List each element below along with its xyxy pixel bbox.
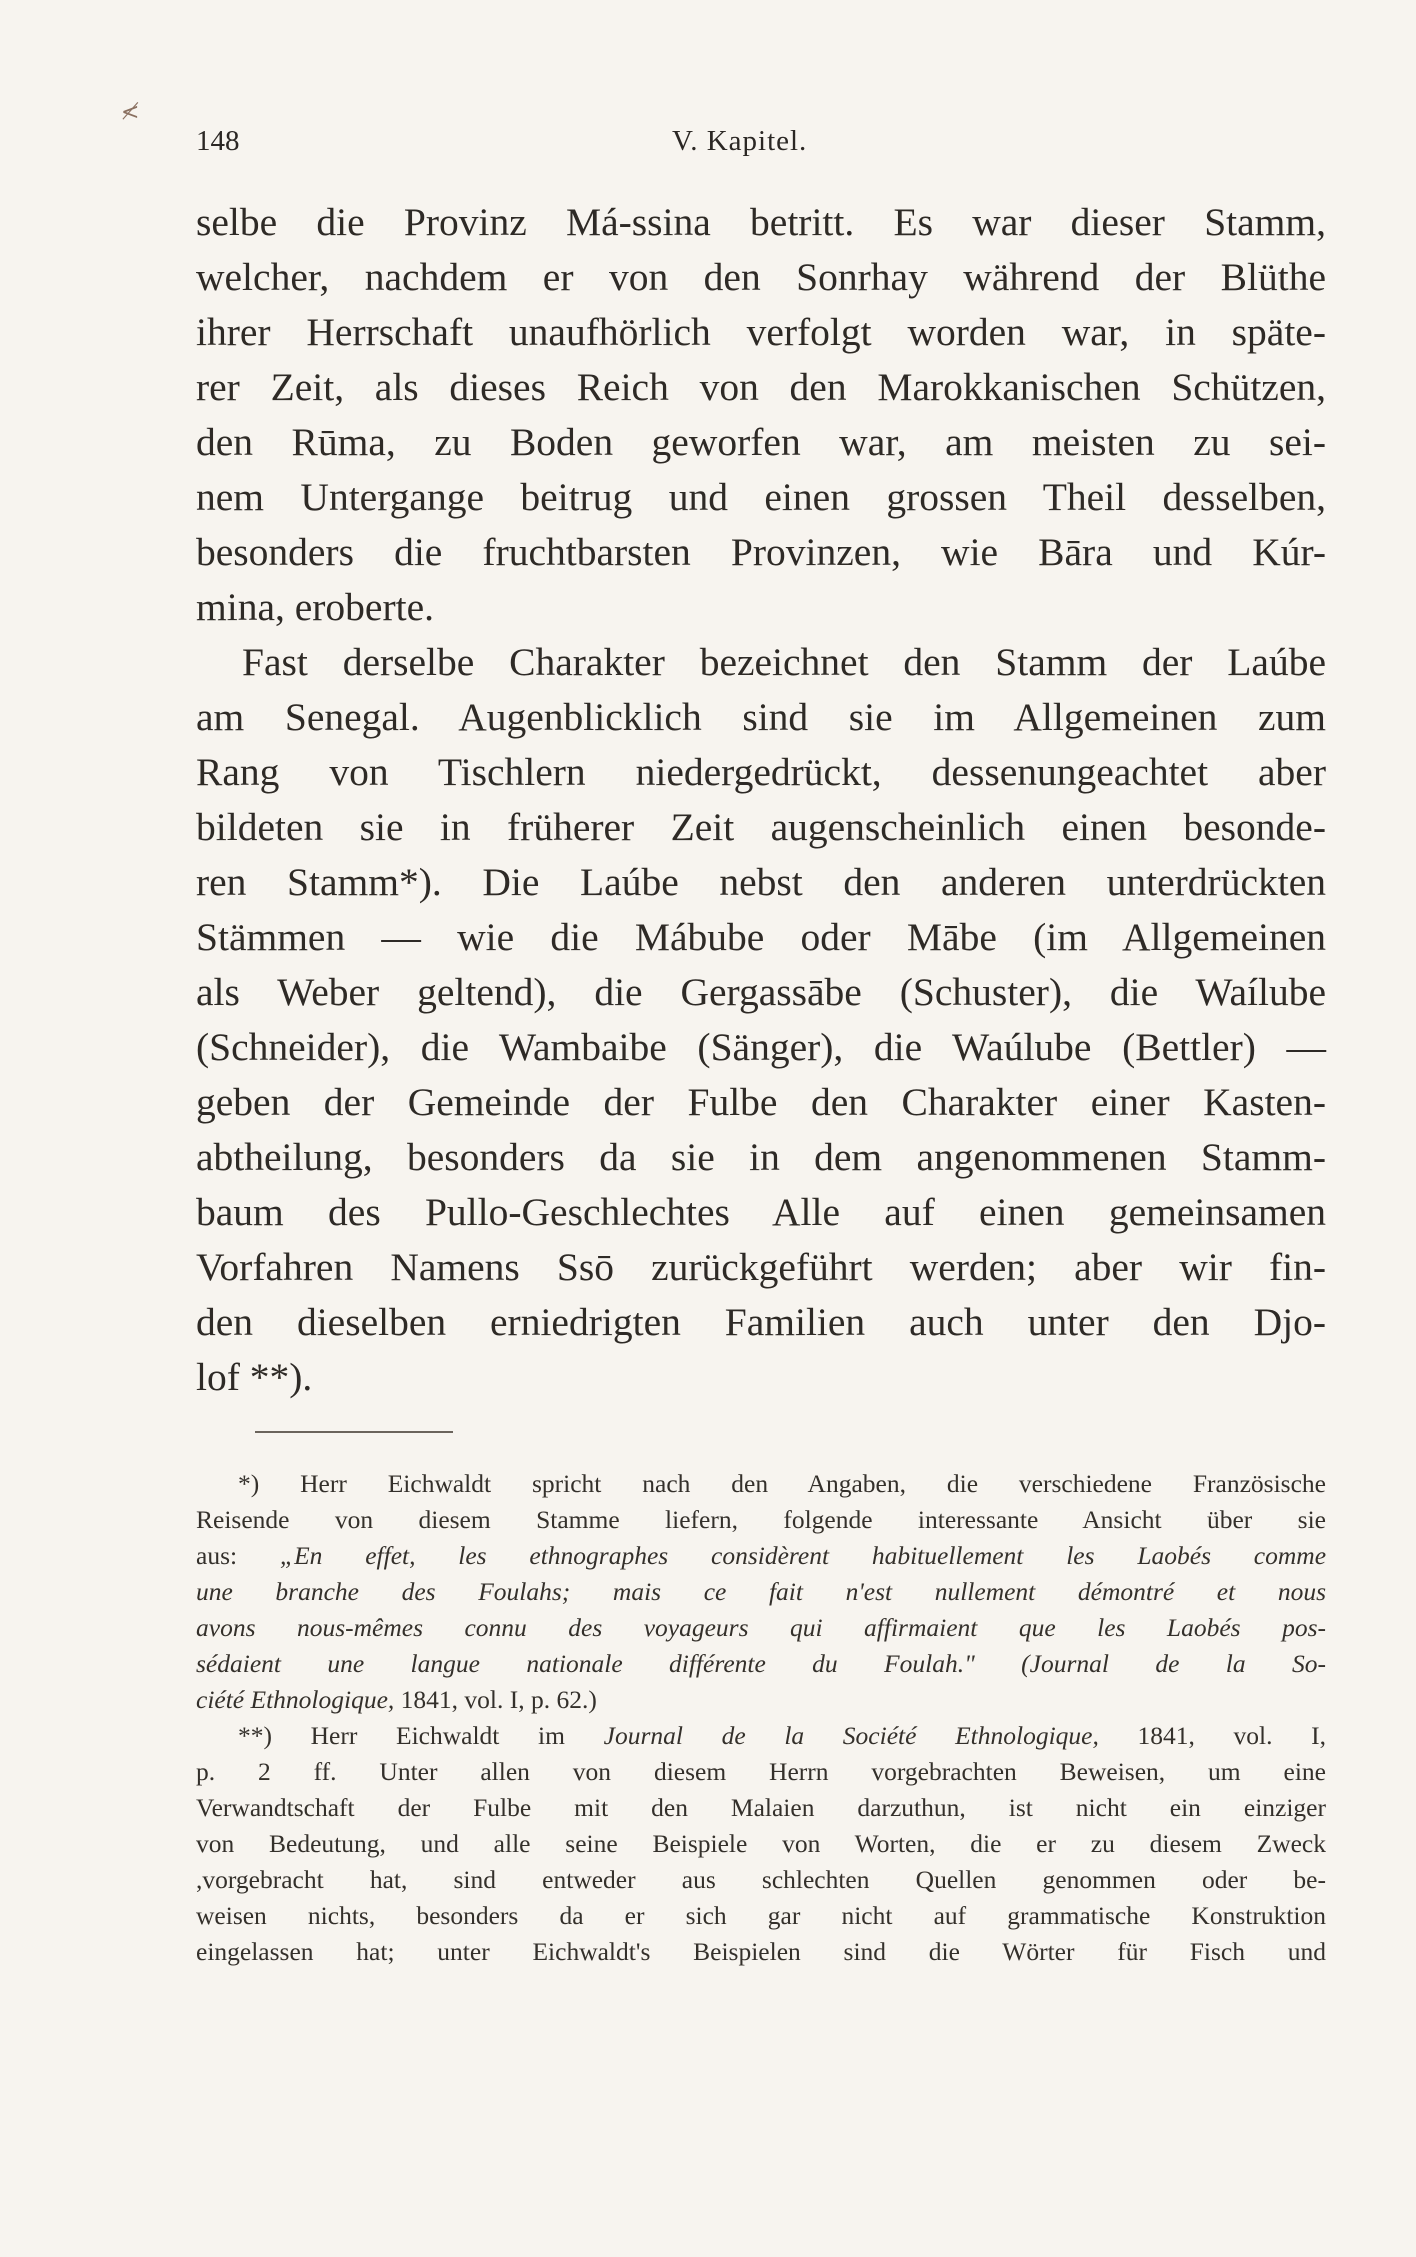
- text-line: mina, eroberte.: [196, 585, 434, 629]
- text-line: (Schneider), die Wambaibe (Sänger), die Waúlube (Bettler) —: [196, 1025, 1326, 1069]
- text-line: geben der Gemeinde der Fulbe den Charakter einer Kasten-: [196, 1080, 1326, 1124]
- text-line: bildeten sie in früherer Zeit augenscheinlich einen besonde-: [196, 805, 1326, 849]
- french-quote: sédaient une langue nationale différente du Foulah.": [196, 1649, 975, 1678]
- text-line: Vorfahren Namens Ssō zurückgeführt werden; aber wir fin-: [196, 1245, 1326, 1289]
- text-line: Rang von Tischlern niedergedrückt, dessenungeachtet aber: [196, 750, 1326, 794]
- footnote-text: **) Herr Eichwaldt im: [238, 1721, 565, 1750]
- text-line: abtheilung, besonders da sie in dem angenommenen Stamm-: [196, 1135, 1326, 1179]
- footnote-1: [196, 1466, 1326, 1718]
- footnote-line: une branche des Foulahs; mais ce fait n'est nullement démontré et nous: [196, 1577, 1326, 1606]
- footnote-line: [196, 1538, 1326, 1574]
- journal-title: Journal de la Société Ethnologique,: [603, 1721, 1099, 1750]
- citation: 1841, vol. I, p. 62.): [400, 1685, 597, 1714]
- footnotes: [196, 1466, 1326, 1970]
- text-line: Fast derselbe Charakter bezeichnet den Stamm der Laúbe: [242, 640, 1326, 684]
- text-line: den dieselben erniedrigten Familien auch unter den Djo-: [196, 1300, 1326, 1344]
- citation: 1841, vol. I,: [1137, 1721, 1327, 1750]
- text-line: lof **).: [196, 1355, 313, 1399]
- text-line: baum des Pullo-Geschlechtes Alle auf einen gemeinsamen: [196, 1190, 1326, 1234]
- text-line: als Weber geltend), die Gergassābe (Schuster), die Waílube: [196, 970, 1326, 1014]
- text-line: Stämmen — wie die Mábube oder Mābe (im Allgemeinen: [196, 915, 1326, 959]
- text-line: rer Zeit, als dieses Reich von den Marokkanischen Schützen,: [196, 365, 1326, 409]
- journal-title: (Journal de la So-: [1021, 1649, 1326, 1678]
- footnote-line: Verwandtschaft der Fulbe mit den Malaien darzuthun, ist nicht ein einziger: [196, 1793, 1326, 1822]
- footnote-text: aus:: [196, 1541, 238, 1570]
- footnote-line: [196, 1682, 1326, 1718]
- footnote-line: weisen nichts, besonders da er sich gar nicht auf grammatische Konstruktion: [196, 1901, 1326, 1930]
- text-line: ihrer Herrschaft unaufhörlich verfolgt worden war, in späte-: [196, 310, 1326, 354]
- footnote-line: Reisende von diesem Stamme liefern, folgende interessante Ansicht über sie: [196, 1505, 1326, 1534]
- journal-title: ciété Ethnologique,: [196, 1685, 395, 1714]
- text-line: am Senegal. Augenblicklich sind sie im Allgemeinen zum: [196, 695, 1326, 739]
- text-line: nem Untergange beitrug und einen grossen Theil desselben,: [196, 475, 1326, 519]
- page-header: [196, 125, 1326, 165]
- footnote-divider: [255, 1431, 453, 1433]
- text-line: welcher, nachdem er von den Sonrhay während der Blüthe: [196, 255, 1326, 299]
- french-quote: „En effet, les ethnographes considèrent habituellement les Laobés comme: [279, 1541, 1327, 1570]
- text-line: besonders die fruchtbarsten Provinzen, wie Bāra und Kúr-: [196, 530, 1326, 574]
- footnote-2: [196, 1718, 1326, 1970]
- text-line: den Rūma, zu Boden geworfen war, am meisten zu sei-: [196, 420, 1326, 464]
- main-text: [196, 195, 1326, 1405]
- footnote-line: ,vorgebracht hat, sind entweder aus schlechten Quellen genommen oder be-: [196, 1865, 1326, 1894]
- text-line: ren Stamm*). Die Laúbe nebst den anderen unterdrückten: [196, 860, 1326, 904]
- footnote-line: *) Herr Eichwaldt spricht nach den Angaben, die verschiedene Französische: [238, 1469, 1326, 1498]
- text-line: selbe die Provinz Má-ssina betritt. Es war dieser Stamm,: [196, 200, 1326, 244]
- running-title: V. Kapitel.: [672, 125, 808, 157]
- footnote-line: avons nous-mêmes connu des voyageurs qui affirmaient que les Laobés pos-: [196, 1613, 1326, 1642]
- footnote-line: von Bedeutung, und alle seine Beispiele von Worten, die er zu diesem Zweck: [196, 1829, 1326, 1858]
- footnote-line: eingelassen hat; unter Eichwaldt's Beispielen sind die Wörter für Fisch und: [196, 1937, 1326, 1966]
- page-number: 148: [196, 125, 240, 157]
- margin-mark: ≮: [121, 100, 140, 125]
- footnote-line: [196, 1646, 1326, 1682]
- footnote-line: [196, 1718, 1326, 1754]
- footnote-line: p. 2 ff. Unter allen von diesem Herrn vorgebrachten Beweisen, um eine: [196, 1757, 1326, 1786]
